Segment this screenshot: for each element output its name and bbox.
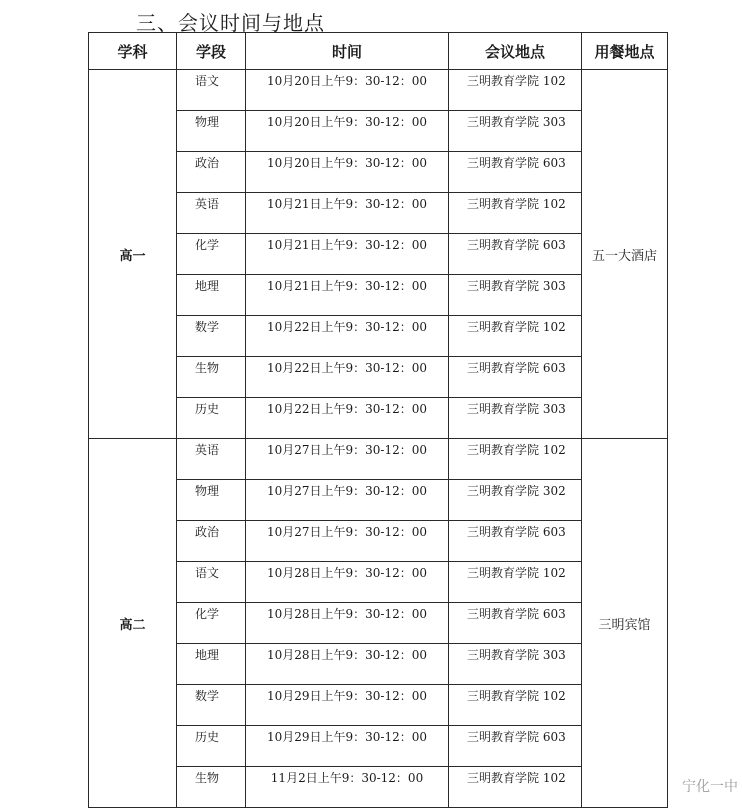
venue-cell: 三明教育学院 303 [449, 644, 582, 685]
subject-cell: 化学 [177, 234, 246, 275]
time-cell: 10月28日上午9：30-12：00 [246, 644, 449, 685]
time-cell: 10月21日上午9：30-12：00 [246, 275, 449, 316]
venue-cell: 三明教育学院 603 [449, 603, 582, 644]
header-row [89, 33, 668, 70]
header-subject: 学科 [89, 33, 177, 70]
subject-cell: 数学 [177, 685, 246, 726]
subject-cell: 地理 [177, 275, 246, 316]
time-cell: 10月29日上午9：30-12：00 [246, 685, 449, 726]
subject-cell: 英语 [177, 193, 246, 234]
subject-cell: 地理 [177, 644, 246, 685]
subject-cell: 语文 [177, 70, 246, 111]
dining-cell: 三明宾馆 [582, 439, 668, 808]
subject-cell: 生物 [177, 767, 246, 808]
venue-cell: 三明教育学院 303 [449, 111, 582, 152]
time-cell: 10月27日上午9：30-12：00 [246, 480, 449, 521]
header-time: 时间 [246, 33, 449, 70]
time-cell: 10月21日上午9：30-12：00 [246, 234, 449, 275]
subject-cell: 历史 [177, 726, 246, 767]
venue-cell: 三明教育学院 102 [449, 193, 582, 234]
venue-cell: 三明教育学院 603 [449, 357, 582, 398]
time-cell: 10月27日上午9：30-12：00 [246, 439, 449, 480]
time-cell: 10月22日上午9：30-12：00 [246, 398, 449, 439]
time-cell: 10月22日上午9：30-12：00 [246, 357, 449, 398]
dining-cell: 五一大酒店 [582, 70, 668, 439]
subject-cell: 政治 [177, 521, 246, 562]
header-stage: 学段 [177, 33, 246, 70]
subject-cell: 物理 [177, 480, 246, 521]
venue-cell: 三明教育学院 303 [449, 275, 582, 316]
venue-cell: 三明教育学院 102 [449, 562, 582, 603]
watermark: 宁化一中 [682, 779, 738, 795]
time-cell: 10月28日上午9：30-12：00 [246, 603, 449, 644]
venue-cell: 三明教育学院 603 [449, 521, 582, 562]
section-title: 三、会议时间与地点 [136, 11, 325, 35]
header-venue: 会议地点 [449, 33, 582, 70]
subject-cell: 英语 [177, 439, 246, 480]
time-cell: 10月29日上午9：30-12：00 [246, 726, 449, 767]
venue-cell: 三明教育学院 603 [449, 152, 582, 193]
subject-cell: 历史 [177, 398, 246, 439]
time-cell: 10月20日上午9：30-12：00 [246, 152, 449, 193]
grade-cell: 高一 [89, 70, 177, 439]
subject-cell: 数学 [177, 316, 246, 357]
subject-cell: 语文 [177, 562, 246, 603]
venue-cell: 三明教育学院 302 [449, 480, 582, 521]
schedule-body [89, 70, 668, 808]
venue-cell: 三明教育学院 303 [449, 398, 582, 439]
subject-cell: 政治 [177, 152, 246, 193]
venue-cell: 三明教育学院 102 [449, 70, 582, 111]
subject-cell: 化学 [177, 603, 246, 644]
time-cell: 10月20日上午9：30-12：00 [246, 111, 449, 152]
table-row [89, 70, 668, 111]
table-row [89, 439, 668, 480]
schedule-table [88, 32, 668, 808]
subject-cell: 生物 [177, 357, 246, 398]
subject-cell: 物理 [177, 111, 246, 152]
header-dining: 用餐地点 [582, 33, 668, 70]
venue-cell: 三明教育学院 603 [449, 726, 582, 767]
venue-cell: 三明教育学院 102 [449, 685, 582, 726]
grade-cell: 高二 [89, 439, 177, 808]
time-cell: 11月2日上午9：30-12：00 [246, 767, 449, 808]
time-cell: 10月27日上午9：30-12：00 [246, 521, 449, 562]
time-cell: 10月28日上午9：30-12：00 [246, 562, 449, 603]
time-cell: 10月21日上午9：30-12：00 [246, 193, 449, 234]
venue-cell: 三明教育学院 102 [449, 316, 582, 357]
venue-cell: 三明教育学院 603 [449, 234, 582, 275]
venue-cell: 三明教育学院 102 [449, 767, 582, 808]
time-cell: 10月22日上午9：30-12：00 [246, 316, 449, 357]
time-cell: 10月20日上午9：30-12：00 [246, 70, 449, 111]
venue-cell: 三明教育学院 102 [449, 439, 582, 480]
